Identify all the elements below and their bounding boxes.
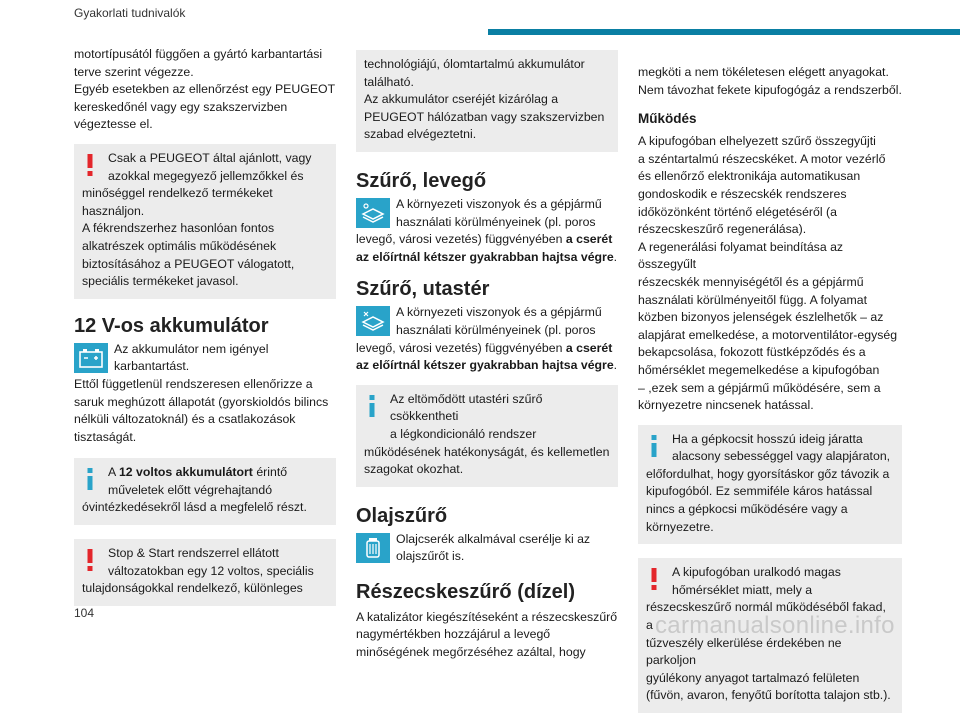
- text-line: műveletek előtt végrehajtandó: [108, 482, 273, 497]
- text-line: óvintézkedésekről lásd a megfelelő részt.: [82, 500, 307, 515]
- text-line: A környezeti viszonyok és a gépjármű: [396, 305, 602, 320]
- text-line: az előírtnál kétszer gyakrabban hajtsa végre.: [356, 249, 618, 264]
- intro-paragraph: [74, 46, 336, 134]
- text-line: használati körülményeinek (pl. poros: [396, 214, 596, 229]
- text-line: használjon.: [82, 203, 145, 218]
- text-line: részecskeszűrő regenerálása).: [638, 222, 807, 237]
- text-line: A regenerálási folyamat beindítása az összegyűlt: [638, 239, 844, 272]
- text-line: kipufogóból. Ez semmiféle káros hatással: [646, 484, 873, 499]
- text-line: használati körülményeitől függ. A folyamat: [638, 292, 867, 307]
- text-line: nagymértékben hozzájárul a levegő: [356, 627, 551, 642]
- particle-filter-paragraph: [356, 609, 618, 662]
- watermark: carmanualsonline.info: [655, 612, 895, 639]
- text-line: nélküli változatoknál) és a csatlakozások: [74, 412, 296, 427]
- heading-particle-filter: Részecskeszűrő (dízel): [356, 580, 575, 603]
- text-line: alkatrészek optimális működésének: [82, 238, 277, 253]
- text-line: részecskék mennyiségétől és a gépjármű: [638, 274, 864, 289]
- text-line: Stop & Start rendszerrel ellátott: [108, 546, 279, 561]
- text-line: tisztaságát.: [74, 429, 137, 444]
- text-line: (fűvön, avaron, fenyőtű borította talajon stb.).: [646, 688, 891, 703]
- text-line: hőmérséklet megemelkedése a kipufogóban: [638, 362, 880, 377]
- heading-oil-filter: Olajszűrő: [356, 504, 448, 527]
- particle-continuation: [638, 64, 902, 99]
- column-1: [74, 46, 336, 606]
- text-line: kereskedőnél vagy egy szakszervizben: [74, 99, 288, 114]
- text-line: tűzveszély elkerülése érdekében ne parkoljon: [646, 635, 842, 668]
- text-line: Egyéb esetekben az ellenőrzést egy PEUGEOT: [74, 82, 336, 97]
- text-line: motortípusától függően a gyártó karbantartási: [74, 47, 323, 61]
- warning-exclamation-icon: [86, 154, 94, 182]
- info-box-battery: [74, 458, 336, 525]
- text-line: terve szerint végezze.: [74, 64, 194, 79]
- warning-exclamation-icon: [86, 549, 94, 577]
- warning-exclamation-icon: [650, 568, 658, 596]
- text-line: megköti a nem tökéletesen elégett anyagokat.: [638, 65, 889, 79]
- text-line: Az akkumulátor nem igényel: [114, 341, 269, 356]
- page-number: 104: [74, 606, 95, 620]
- info-box-steam: [638, 425, 902, 545]
- text-line: a széntartalmú részecskéket. A motor vezérlő: [638, 151, 886, 166]
- text-line: Olajcserék alkalmával cserélje ki az: [396, 531, 591, 546]
- text-line: A kipufogóban uralkodó magas: [672, 565, 841, 580]
- text-line: minőségének megőrzéséhez azáltal, hogy: [356, 644, 586, 659]
- text-line: A kipufogóban elhelyezett szűrő összegyűjti: [638, 134, 876, 149]
- text-line: olajszűrőt is.: [396, 549, 465, 564]
- info-icon: [368, 395, 376, 423]
- heading-air-filter: Szűrő, levegő: [356, 169, 487, 192]
- text-line: és ellenőrző elektronikája automatikusan: [638, 169, 861, 184]
- battery-paragraph: [74, 341, 336, 447]
- text-line: időközönként történő elégetéséről (a: [638, 204, 837, 219]
- running-header: Gyakorlati tudnivalók: [74, 6, 186, 20]
- text-line: A környezeti viszonyok és a gépjármű: [396, 196, 602, 211]
- heading-cabin-filter: Szűrő, utastér: [356, 278, 490, 301]
- text-line: minőséggel rendelkező termékeket: [82, 186, 273, 201]
- info-icon: [86, 468, 94, 496]
- text-line: azokkal megegyező jellemzőkkel és: [108, 168, 304, 183]
- battery-continuation-box: [356, 50, 618, 152]
- cabin-filter-icon: [356, 306, 390, 336]
- text-line: az előírtnál kétszer gyakrabban hajtsa végre.: [356, 358, 618, 373]
- text-line: levegő, városi vezetés) függvényében a cserét: [356, 340, 613, 355]
- text-line: végeztesse el.: [74, 117, 153, 132]
- air-filter-paragraph: [356, 196, 618, 266]
- text-line: található.: [364, 74, 414, 89]
- text-line: biztosításához a PEUGEOT válogatott,: [82, 256, 295, 271]
- text-line: speciális termékeket javasol.: [82, 274, 239, 289]
- text-line: szabad elvégeztetni.: [364, 127, 477, 142]
- text-line: alacsony sebességgel vagy alapjáraton,: [672, 449, 891, 464]
- text-line: gyúlékony anyagot tartalmazó felületen: [646, 670, 860, 685]
- text-line: PEUGEOT hálózatban vagy szakszervizben: [364, 109, 605, 124]
- text-line: A 12 voltos akkumulátort érintő: [108, 465, 288, 480]
- warning-box-stopstart: [74, 539, 336, 606]
- info-icon: [650, 435, 658, 463]
- text-line: a légkondicionáló rendszer: [390, 426, 537, 441]
- text-line: tulajdonságokkal rendelkező, különleges: [82, 581, 303, 596]
- text-line: változatokban egy 12 voltos, speciális: [108, 563, 314, 578]
- battery-icon: [74, 343, 108, 373]
- text-line: Az eltömődött utastéri szűrő csökkentheti: [390, 391, 543, 424]
- text-line: technológiájú, ólomtartalmú akkumulátor: [364, 57, 585, 71]
- text-line: környezetre.: [646, 519, 714, 534]
- text-line: alapjárat emelkedése, a motorventilátor-egység: [638, 327, 898, 342]
- header-accent-bar: [488, 29, 960, 35]
- text-line: levegő, városi vezetés) függvényében a cserét: [356, 232, 613, 247]
- text-line: Az akkumulátor cseréjét kizárólag a: [364, 92, 559, 107]
- column-2: [356, 50, 618, 661]
- text-line: saruk meghúzott állapotát (gyorskioldós bilincs: [74, 394, 329, 409]
- text-line: hőmérséklet miatt, mely a: [672, 582, 813, 597]
- warning-box-products: [74, 144, 336, 299]
- text-line: szagokat okozhat.: [364, 462, 464, 477]
- text-line: Ha a gépkocsit hosszú ideig járatta: [672, 431, 863, 446]
- text-line: előfordulhat, hogy gyorsításkor gőz távozik a: [646, 466, 890, 481]
- operation-paragraph: [638, 133, 902, 415]
- text-line: gondoskodik e részecskék rendszeres: [638, 186, 847, 201]
- text-line: – ,ezek sem a gépjármű működésére, sem a: [638, 380, 881, 395]
- text-line: bekapcsolása, fokozott füstképződés és a: [638, 345, 866, 360]
- text-line: A katalizátor kiegészítéseként a részecskeszűrő: [356, 609, 618, 624]
- oil-filter-paragraph: [356, 531, 618, 567]
- text-line: Nem távozhat fekete kipufogógáz a rendszerből.: [638, 82, 902, 97]
- text-line: A fékrendszerhez hasonlóan fontos: [82, 221, 275, 236]
- text-line: karbantartást.: [114, 359, 190, 374]
- text-line: Csak a PEUGEOT által ajánlott, vagy: [108, 150, 312, 165]
- heading-battery: 12 V-os akkumulátor: [74, 314, 269, 337]
- oil-filter-icon: [356, 533, 390, 563]
- text-line: működésének hatékonyságát, és kellemetlen: [364, 444, 610, 459]
- cabin-filter-paragraph: [356, 304, 618, 374]
- text-line: közben bizonyos jelenségek észlelhetők – az: [638, 310, 884, 325]
- air-filter-icon: [356, 198, 390, 228]
- heading-operation: Működés: [638, 111, 697, 127]
- text-line: nincs a gépkocsi működésére vagy a: [646, 502, 848, 517]
- info-box-cabin-filter: [356, 385, 618, 487]
- text-line: részecskeszűrő normál működéséből fakad, a: [646, 600, 886, 633]
- text-line: használati körülményeinek (pl. poros: [396, 322, 596, 337]
- text-line: Ettől függetlenül rendszeresen ellenőrizze a: [74, 376, 313, 391]
- text-line: környezetre nincsenek hatással.: [638, 398, 814, 413]
